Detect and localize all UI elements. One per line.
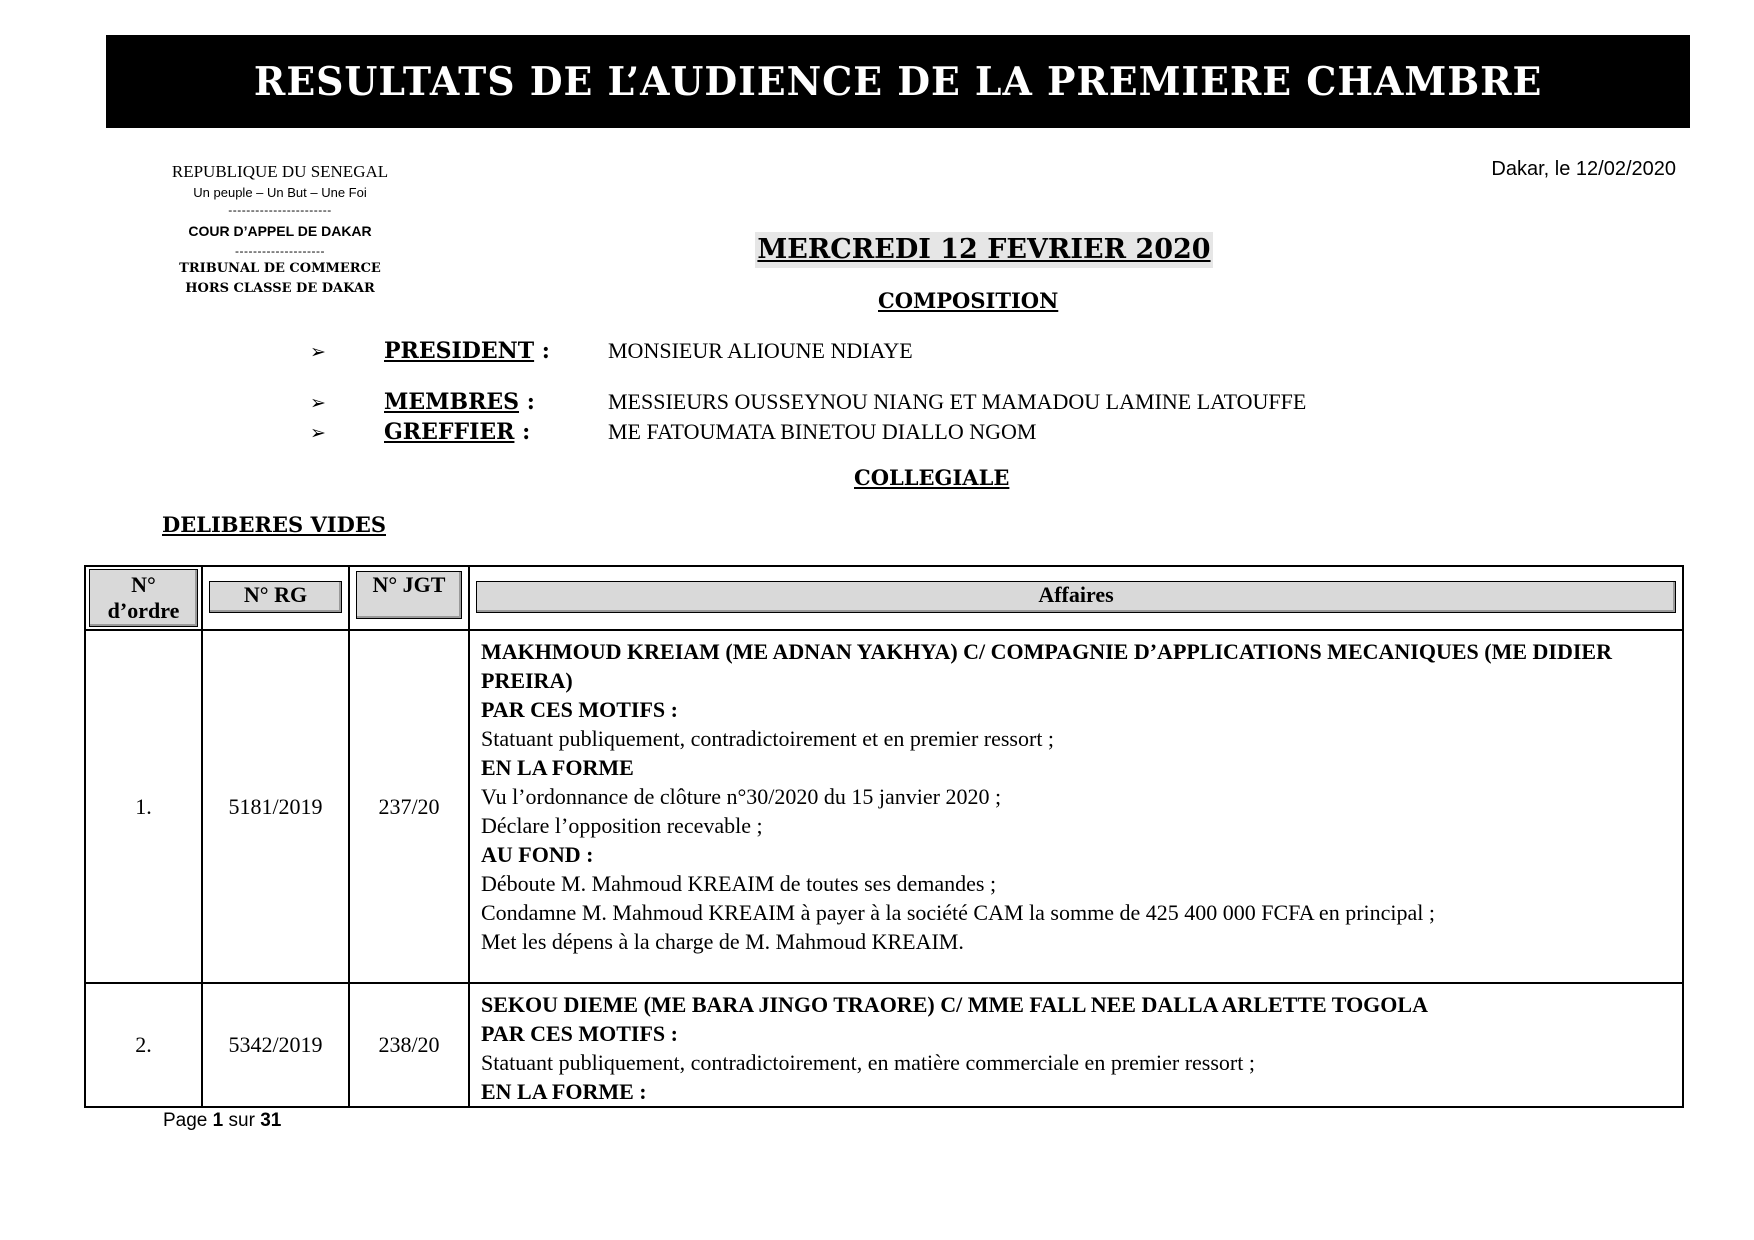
role-label: GREFFIER : (384, 419, 531, 445)
page-prefix: Page (163, 1110, 208, 1131)
arrow-bullet-icon: ➢ (310, 341, 326, 363)
motifs-heading: PAR CES MOTIFS : (481, 697, 678, 722)
arrow-bullet-icon: ➢ (310, 392, 326, 414)
affairs-cell (469, 630, 1683, 983)
results-table (84, 565, 1684, 1108)
column-header-affairs: Affaires (476, 581, 1676, 613)
merits-line: Déboute M. Mahmoud KREAIM de toutes ses demandes ; (481, 871, 997, 896)
document-title: RESULTATS DE L’AUDIENCE DE LA PREMIERE CHAMBRE (253, 58, 1543, 105)
composition-title: COMPOSITION (878, 288, 1059, 313)
country-name: REPUBLIQUE DU SENEGAL (171, 162, 389, 181)
jgt-cell: 237/20 (349, 630, 469, 983)
arrow-bullet-icon: ➢ (310, 422, 326, 444)
hearing-date: MERCREDI 12 FEVRIER 2020 (755, 232, 1213, 268)
rg-cell: 5342/2019 (202, 983, 349, 1107)
table-header-row (85, 566, 1683, 630)
page-number (163, 1110, 281, 1132)
case-parties: SEKOU DIEME (ME BARA JINGO TRAORE) C/ MME FALL NEE DALLA ARLETTE TOGOLA (481, 992, 1428, 1017)
current-page: 1 (212, 1110, 224, 1131)
table-row (85, 630, 1683, 983)
composition-greffier (310, 419, 1036, 445)
page-separator-text: sur (228, 1110, 255, 1131)
rg-cell: 5181/2019 (202, 630, 349, 983)
collegiale-title: COLLEGIALE (854, 465, 1010, 490)
court-name: COUR D’APPEL DE DAKAR (188, 223, 372, 239)
motifs-heading: PAR CES MOTIFS : (481, 1021, 678, 1046)
order-cell: 2. (85, 983, 202, 1107)
merits-line: Condamne M. Mahmoud KREAIM à payer à la société CAM la somme de 425 400 000 FCFA en principal ; (481, 900, 1436, 925)
tribunal-name-line1: TRIBUNAL DE COMMERCE (179, 261, 381, 276)
ruling-line: Statuant publiquement, contradictoirement et en premier ressort ; (481, 726, 1055, 751)
member-name: MONSIEUR ALIOUNE NDIAYE (608, 338, 913, 363)
table-row (85, 983, 1683, 1107)
place-date: Dakar, le 12/02/2020 (1491, 158, 1676, 180)
column-header-rg: N° RG (209, 581, 342, 613)
separator: -------------------- (235, 244, 325, 258)
ruling-line: Statuant publiquement, contradictoirement, en matière commerciale en premier ressort ; (481, 1050, 1255, 1075)
composition-members (310, 389, 1306, 415)
case-parties: MAKHMOUD KREIAM (ME ADNAN YAKHYA) C/ COMPAGNIE D’APPLICATIONS MECANIQUES (ME DIDIER PREIRA) (481, 639, 1612, 693)
title-banner (106, 35, 1690, 128)
affairs-cell (469, 983, 1683, 1107)
role-label: PRESIDENT : (384, 338, 550, 364)
column-header-jgt: N° JGT (356, 571, 462, 619)
composition-president (310, 338, 913, 364)
member-name: MESSIEURS OUSSEYNOU NIANG ET MAMADOU LAMINE LATOUFFE (608, 389, 1307, 414)
form-line: Déclare l’opposition recevable ; (481, 813, 763, 838)
header-cell-rg (202, 566, 349, 630)
merits-line: Met les dépens à la charge de M. Mahmoud KREAIM. (481, 929, 964, 954)
order-cell: 1. (85, 630, 202, 983)
tribunal-name-line2: HORS CLASSE DE DAKAR (185, 281, 375, 296)
jgt-cell: 238/20 (349, 983, 469, 1107)
member-name: ME FATOUMATA BINETOU DIALLO NGOM (608, 419, 1037, 444)
merits-heading: AU FOND : (481, 842, 594, 867)
national-motto: Un peuple – Un But – Une Foi (193, 185, 367, 200)
role-label: MEMBRES : (384, 389, 535, 415)
section-title: DELIBERES VIDES (162, 512, 386, 537)
form-line: Vu l’ordonnance de clôture n°30/2020 du 15 janvier 2020 ; (481, 784, 1002, 809)
header-cell-affairs (469, 566, 1683, 630)
header-cell-jgt (349, 566, 469, 630)
total-pages: 31 (260, 1110, 282, 1131)
form-heading: EN LA FORME : (481, 1079, 647, 1104)
header-cell-order (85, 566, 202, 630)
separator: ----------------------- (228, 203, 332, 217)
column-header-order: N° d’ordre (89, 569, 198, 627)
form-heading: EN LA FORME (481, 755, 634, 780)
institution-header (130, 162, 430, 299)
